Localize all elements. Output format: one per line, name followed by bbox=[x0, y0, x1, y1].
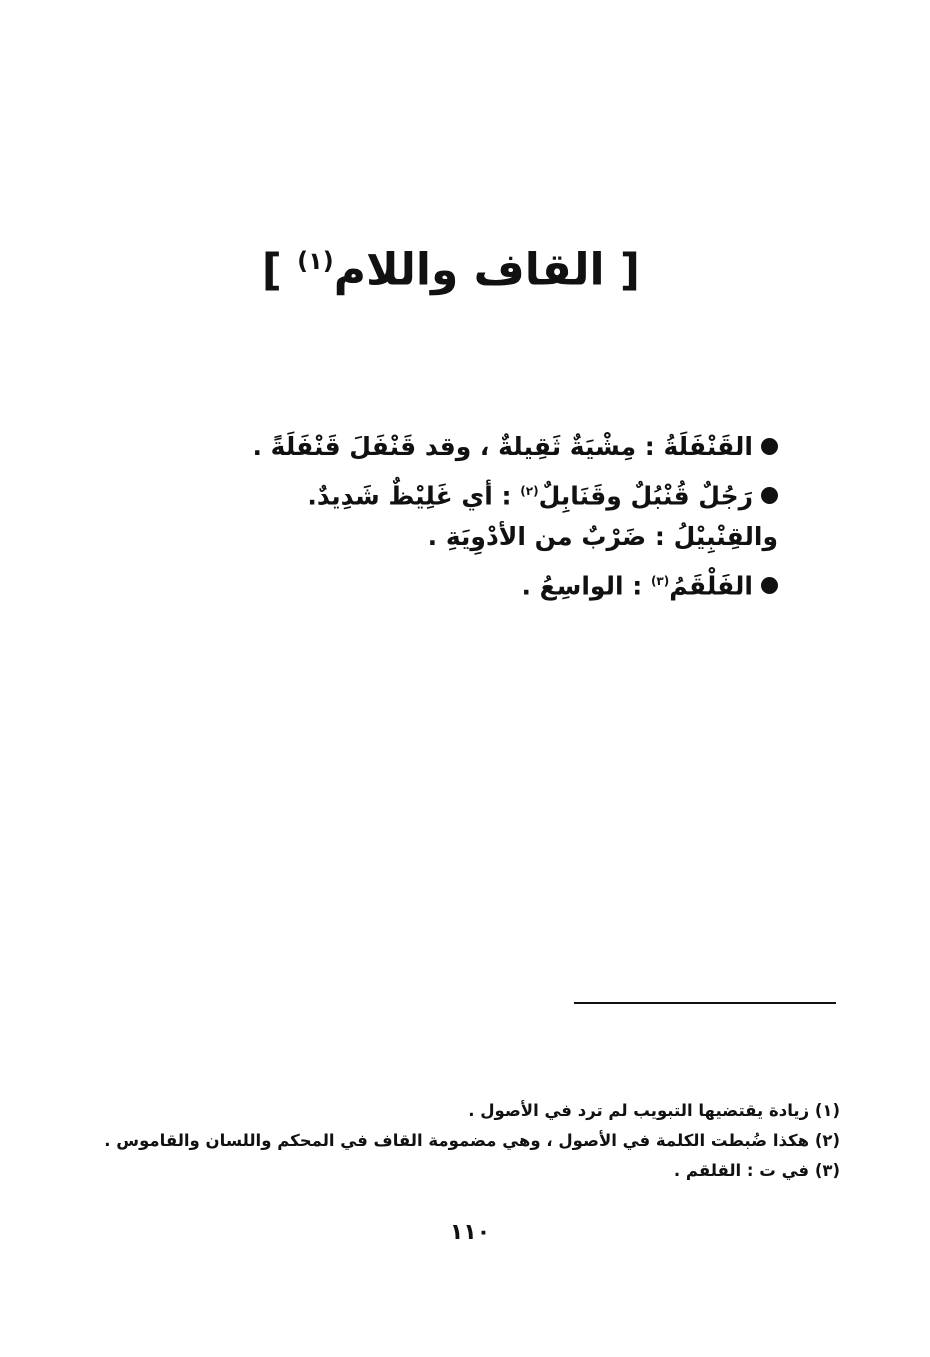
entry-text-after: : الواسِعُ . bbox=[521, 571, 651, 601]
bullet-icon bbox=[761, 487, 778, 504]
title-close-bracket: ] bbox=[261, 244, 282, 296]
entry-line bbox=[252, 424, 778, 469]
entry-line bbox=[358, 514, 778, 559]
entry-text: والقِنْبِيْلُ : ضَرْبٌ من الأدْوِيَةِ . bbox=[427, 522, 778, 551]
entry-footnote-ref: (٣) bbox=[650, 574, 670, 588]
title-open-bracket: [ bbox=[619, 244, 640, 296]
bullet-icon bbox=[761, 577, 778, 594]
footnotes bbox=[104, 1096, 840, 1186]
entry-line bbox=[307, 469, 778, 514]
entry-footnote-ref: (٢) bbox=[520, 484, 539, 498]
footnote: (٣) في ت : القلقم . bbox=[673, 1161, 840, 1180]
entry-text: القَنْفَلَةُ : مِشْيَةٌ ثَقِيلةٌ ، وقد قَنْفَلَ قَنْفَلَةً . bbox=[252, 432, 753, 461]
dictionary-entries bbox=[252, 424, 778, 604]
title-footnote-ref: (١) bbox=[297, 247, 334, 275]
entry-text: الفَلْقَمُ bbox=[669, 571, 753, 601]
bullet-icon bbox=[761, 438, 778, 455]
footnote-divider bbox=[574, 1002, 836, 1004]
entry-text-after: : أي غَلِيْظٌ شَدِيدٌ. bbox=[307, 481, 521, 511]
footnote: (٢) هكذا ضُبطت الكلمة في الأصول ، وهي مضمومة القاف في المحكم واللسان والقاموس . bbox=[104, 1131, 840, 1150]
footnote: (١) زيادة يقتضيها التبويب لم ترد في الأصول . bbox=[468, 1101, 840, 1120]
page-number: ١١٠ bbox=[449, 1220, 491, 1245]
title-text: القاف واللام bbox=[333, 244, 605, 296]
entry-text: رَجُلٌ قُنْبُلٌ وقَنَابِلٌ bbox=[538, 481, 753, 511]
entry-line bbox=[358, 559, 778, 604]
chapter-title bbox=[261, 226, 640, 306]
